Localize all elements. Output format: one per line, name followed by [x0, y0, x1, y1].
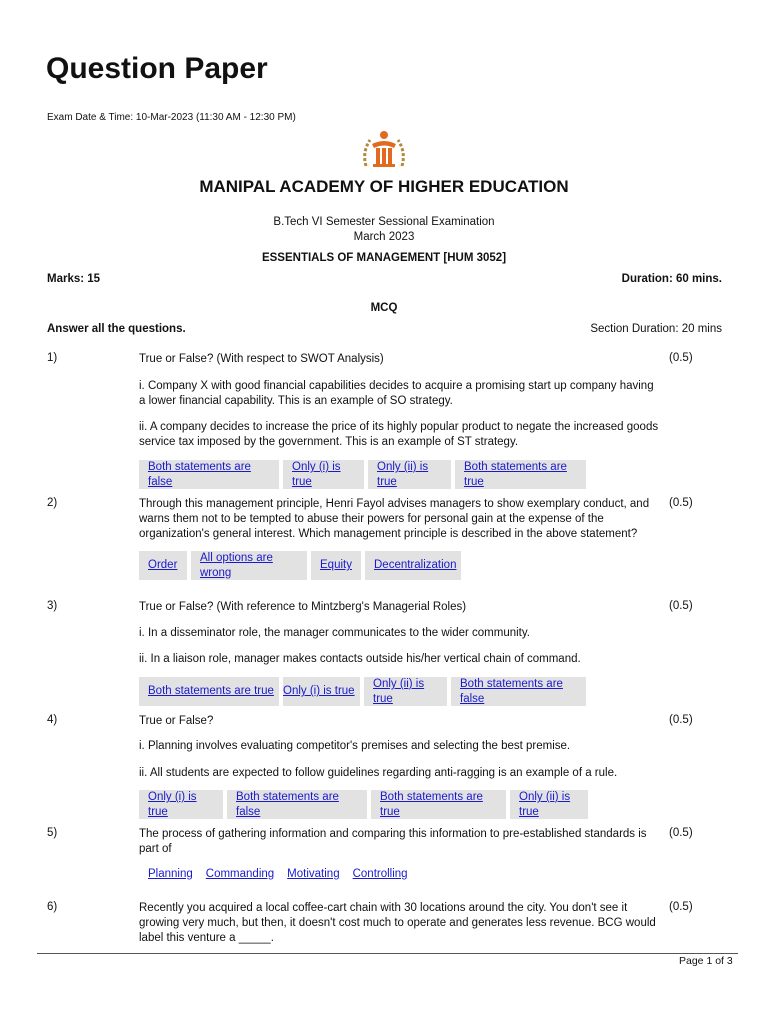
option-link[interactable]: All options are wrong [191, 551, 307, 580]
answer-options [139, 551, 461, 580]
question-statement: i. Company X with good financial capabilities decides to acquire a promising start up company having a lower financial capability. This is an example of SO strategy. [139, 380, 654, 407]
section-name: MCQ [370, 302, 398, 314]
page-title: Question Paper [46, 52, 268, 85]
option-link[interactable]: Equity [311, 551, 361, 580]
question-statement: ii. All students are expected to follow guidelines regarding anti-ragging is an example of a rule. [139, 767, 618, 779]
answer-options [139, 790, 588, 819]
answer-options [139, 677, 586, 706]
option-link[interactable]: Order [139, 551, 187, 580]
question-statement: i. Planning involves evaluating competitor's premises and selecting the best premise. [139, 740, 571, 752]
option-link[interactable]: Both statements are true [139, 677, 279, 706]
question-number: 6) [47, 901, 58, 913]
course-title: ESSENTIALS OF MANAGEMENT [HUM 3052] [261, 252, 507, 264]
option-link[interactable]: Only (i) is true [139, 790, 223, 819]
question-number: 5) [47, 827, 58, 839]
question-statement: ii. In a liaison role, manager makes contacts outside his/her vertical chain of command. [139, 653, 581, 665]
option-link[interactable]: Only (ii) is true [368, 460, 451, 489]
option-link[interactable]: Controlling [352, 867, 408, 880]
option-link[interactable]: Only (i) is true [283, 460, 364, 489]
question-marks: (0.5) [669, 901, 693, 913]
total-duration: Duration: 60 mins. [621, 273, 722, 285]
question-marks: (0.5) [669, 497, 693, 509]
university-name: MANIPAL ACADEMY OF HIGHER EDUCATION [199, 177, 569, 196]
option-link[interactable]: Both statements are false [227, 790, 367, 819]
question-number: 1) [47, 352, 58, 364]
question-text: The process of gathering information and comparing this information to pre-established standards is part of [139, 828, 647, 855]
section-duration: Section Duration: 20 mins [590, 323, 722, 335]
question-number: 3) [47, 600, 58, 612]
option-link[interactable]: Motivating [287, 867, 340, 880]
footer-divider [37, 953, 738, 954]
option-link[interactable]: Both statements are true [455, 460, 586, 489]
exam-name: B.Tech VI Semester Sessional Examination [273, 216, 495, 228]
option-link[interactable]: Only (ii) is true [364, 677, 447, 706]
option-link[interactable]: Only (i) is true [283, 677, 360, 706]
question-marks: (0.5) [669, 714, 693, 726]
answer-options [139, 460, 586, 489]
question-text: True or False? (With respect to SWOT Analysis) [139, 353, 384, 365]
question-number: 4) [47, 714, 58, 726]
question-marks: (0.5) [669, 352, 693, 364]
university-logo-icon [360, 126, 408, 174]
option-link[interactable]: Both statements are true [371, 790, 506, 819]
question-text: Through this management principle, Henri Fayol advises managers to show exemplary conduct, and warns them not to be tempted to abuse their powers for personal gain at the expense of the organization's general interest. Which management principle is described in the above statement? [139, 498, 650, 540]
question-text: True or False? [139, 715, 214, 727]
option-link[interactable]: Both statements are false [451, 677, 586, 706]
question-statement: i. In a disseminator role, the manager communicates to the wider community. [139, 627, 530, 639]
option-link[interactable]: Both statements are false [139, 460, 279, 489]
option-link[interactable]: Only (ii) is true [510, 790, 588, 819]
question-text: Recently you acquired a local coffee-cart chain with 30 locations around the city. You don't see it growing very much, but then, it doesn't cost much to operate and generates less revenue. BCG would label this venture a _____. [139, 902, 656, 944]
option-link[interactable]: Commanding [205, 867, 275, 880]
page-number: Page 1 of 3 [679, 955, 733, 967]
question-number: 2) [47, 497, 58, 509]
exam-datetime: Exam Date & Time: 10-Mar-2023 (11:30 AM - 12:30 PM) [47, 112, 296, 123]
option-link[interactable]: Decentralization [365, 551, 461, 580]
question-marks: (0.5) [669, 827, 693, 839]
option-link[interactable]: Planning [148, 867, 193, 880]
question-statement: ii. A company decides to increase the price of its highly popular product to negate the increased goods service tax imposed by the government. This is an example of ST strategy. [139, 421, 659, 448]
total-marks: Marks: 15 [47, 273, 101, 285]
section-instruction: Answer all the questions. [47, 323, 186, 335]
question-text: True or False? (With reference to Mintzberg's Managerial Roles) [139, 601, 467, 613]
question-marks: (0.5) [669, 600, 693, 612]
answer-options [139, 866, 412, 882]
exam-month: March 2023 [353, 231, 415, 243]
